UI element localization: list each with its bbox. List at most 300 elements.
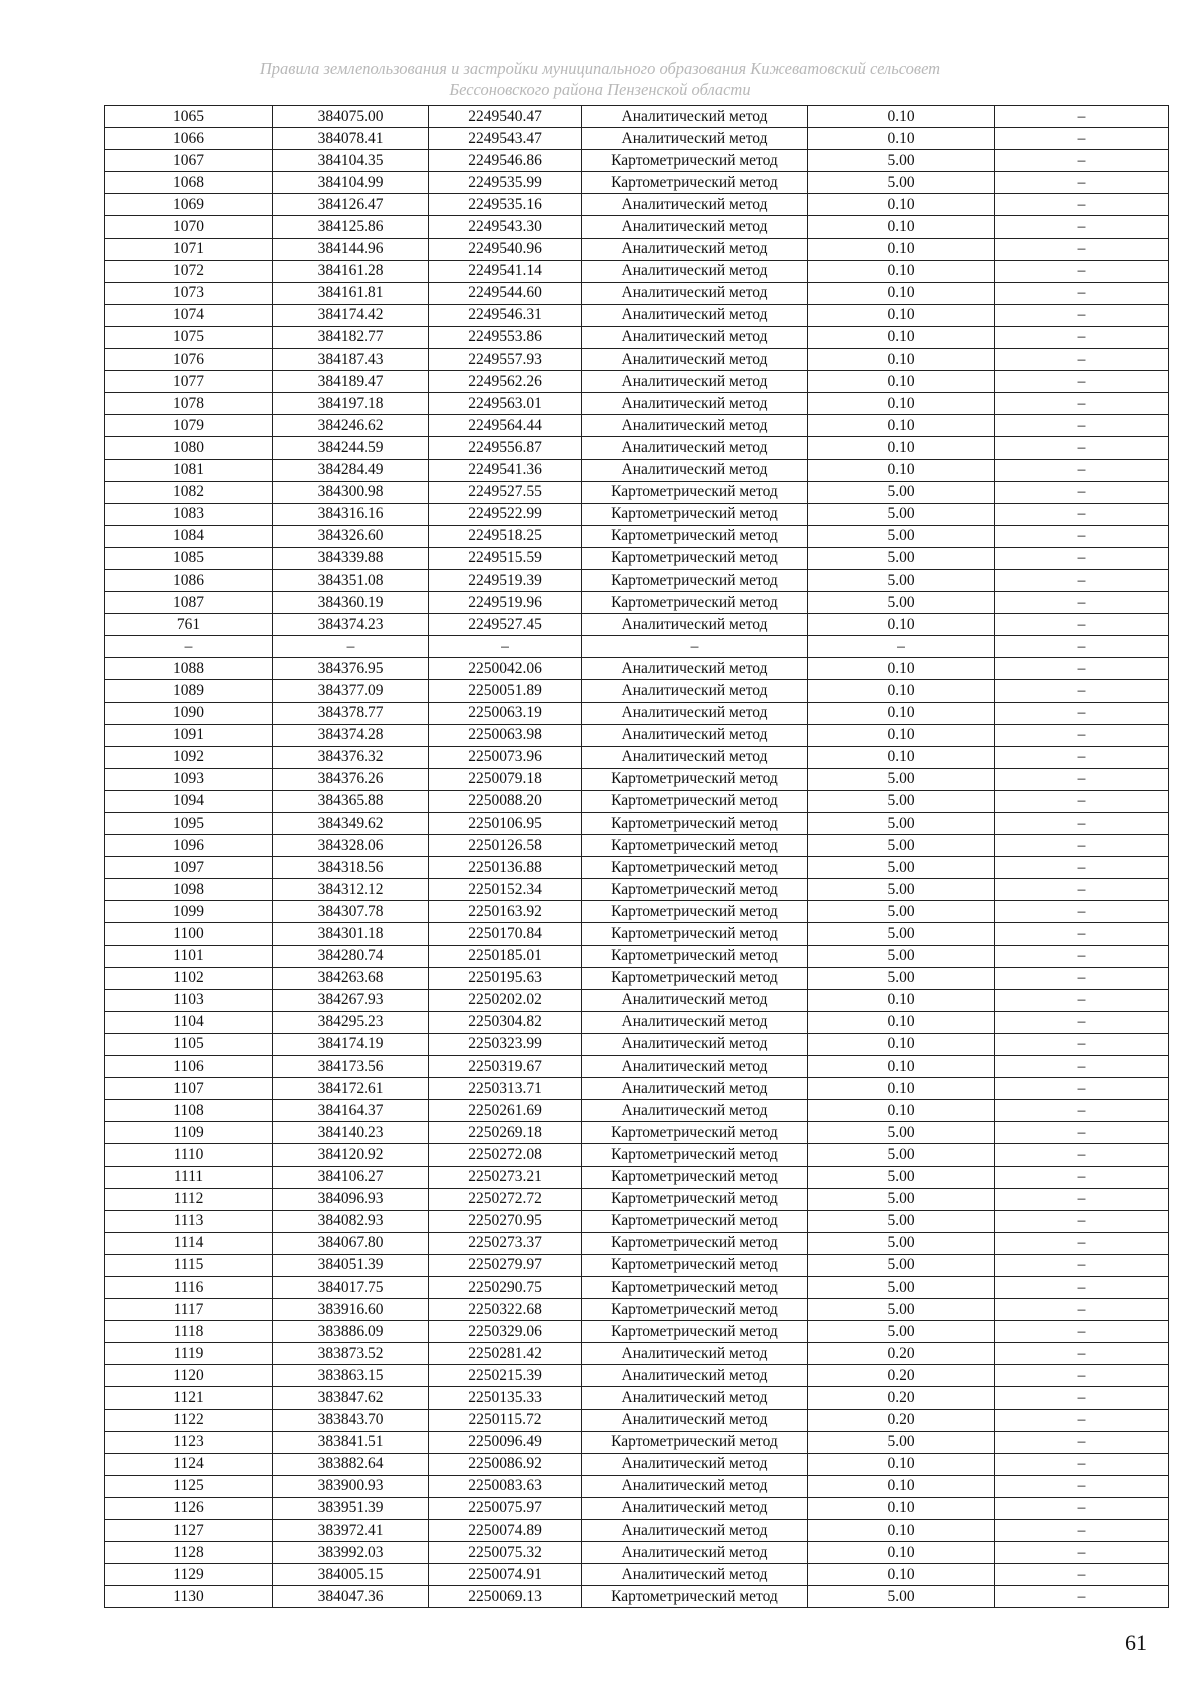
accuracy-cell: – xyxy=(808,636,995,658)
x-coordinate-cell: 384104.99 xyxy=(273,172,429,194)
x-coordinate-cell: 384075.00 xyxy=(273,106,429,128)
table-row xyxy=(105,1497,1169,1519)
point-number-cell: 1105 xyxy=(105,1033,273,1055)
method-cell: Аналитический метод xyxy=(582,459,808,481)
accuracy-cell: 0.10 xyxy=(808,238,995,260)
x-coordinate-cell: 384017.75 xyxy=(273,1276,429,1298)
point-number-cell: 1081 xyxy=(105,459,273,481)
description-cell: – xyxy=(995,1564,1169,1586)
description-cell: – xyxy=(995,945,1169,967)
accuracy-cell: 5.00 xyxy=(808,1232,995,1254)
y-coordinate-cell: 2250086.92 xyxy=(429,1453,582,1475)
y-coordinate-cell: 2250126.58 xyxy=(429,835,582,857)
x-coordinate-cell: 384173.56 xyxy=(273,1056,429,1078)
point-number-cell: 1078 xyxy=(105,393,273,415)
table-row xyxy=(105,150,1169,172)
method-cell: Картометрический метод xyxy=(582,1431,808,1453)
x-coordinate-cell: 384307.78 xyxy=(273,901,429,923)
point-number-cell: 1106 xyxy=(105,1056,273,1078)
description-cell: – xyxy=(995,967,1169,989)
accuracy-cell: 5.00 xyxy=(808,901,995,923)
y-coordinate-cell: 2250319.67 xyxy=(429,1056,582,1078)
accuracy-cell: 0.10 xyxy=(808,1011,995,1033)
point-number-cell: 1103 xyxy=(105,989,273,1011)
table-row xyxy=(105,658,1169,680)
table-row xyxy=(105,857,1169,879)
y-coordinate-cell: 2250075.32 xyxy=(429,1542,582,1564)
x-coordinate-cell: 383863.15 xyxy=(273,1365,429,1387)
method-cell: Картометрический метод xyxy=(582,503,808,525)
y-coordinate-cell: 2249543.30 xyxy=(429,216,582,238)
table-row xyxy=(105,547,1169,569)
y-coordinate-cell: 2250261.69 xyxy=(429,1100,582,1122)
point-number-cell: 1065 xyxy=(105,106,273,128)
description-cell: – xyxy=(995,282,1169,304)
x-coordinate-cell: 384078.41 xyxy=(273,128,429,150)
y-coordinate-cell: 2250115.72 xyxy=(429,1409,582,1431)
accuracy-cell: 0.10 xyxy=(808,1453,995,1475)
method-cell: Картометрический метод xyxy=(582,1144,808,1166)
x-coordinate-cell: 384126.47 xyxy=(273,194,429,216)
method-cell: Аналитический метод xyxy=(582,1365,808,1387)
point-number-cell: 1127 xyxy=(105,1520,273,1542)
description-cell: – xyxy=(995,1011,1169,1033)
table-row xyxy=(105,1453,1169,1475)
table-row xyxy=(105,945,1169,967)
method-cell: Картометрический метод xyxy=(582,1232,808,1254)
table-row xyxy=(105,1166,1169,1188)
method-cell: Картометрический метод xyxy=(582,768,808,790)
accuracy-cell: 5.00 xyxy=(808,835,995,857)
accuracy-cell: 0.10 xyxy=(808,1520,995,1542)
point-number-cell: 1086 xyxy=(105,569,273,591)
description-cell: – xyxy=(995,614,1169,636)
point-number-cell: 1111 xyxy=(105,1166,273,1188)
y-coordinate-cell: 2249518.25 xyxy=(429,525,582,547)
point-number-cell: 1099 xyxy=(105,901,273,923)
x-coordinate-cell: 384161.81 xyxy=(273,282,429,304)
method-cell: Аналитический метод xyxy=(582,106,808,128)
x-coordinate-cell: 384326.60 xyxy=(273,525,429,547)
x-coordinate-cell: 384280.74 xyxy=(273,945,429,967)
method-cell: Картометрический метод xyxy=(582,790,808,812)
method-cell: Аналитический метод xyxy=(582,1387,808,1409)
x-coordinate-cell: 384096.93 xyxy=(273,1188,429,1210)
description-cell: – xyxy=(995,1188,1169,1210)
x-coordinate-cell: 383873.52 xyxy=(273,1343,429,1365)
point-number-cell: 1075 xyxy=(105,326,273,348)
description-cell: – xyxy=(995,128,1169,150)
table-row xyxy=(105,194,1169,216)
method-cell: Картометрический метод xyxy=(582,967,808,989)
method-cell: Аналитический метод xyxy=(582,415,808,437)
y-coordinate-cell: 2250135.33 xyxy=(429,1387,582,1409)
table-row xyxy=(105,437,1169,459)
method-cell: Картометрический метод xyxy=(582,1210,808,1232)
description-cell: – xyxy=(995,1387,1169,1409)
point-number-cell: 1110 xyxy=(105,1144,273,1166)
y-coordinate-cell: 2249540.96 xyxy=(429,238,582,260)
coordinates-table xyxy=(104,105,1169,1608)
accuracy-cell: 5.00 xyxy=(808,592,995,614)
accuracy-cell: 5.00 xyxy=(808,790,995,812)
table-row xyxy=(105,1033,1169,1055)
table-row xyxy=(105,172,1169,194)
table-row xyxy=(105,282,1169,304)
accuracy-cell: 5.00 xyxy=(808,857,995,879)
accuracy-cell: 0.10 xyxy=(808,658,995,680)
point-number-cell: 1098 xyxy=(105,879,273,901)
method-cell: Картометрический метод xyxy=(582,1299,808,1321)
method-cell: Аналитический метод xyxy=(582,1056,808,1078)
table-row xyxy=(105,1232,1169,1254)
y-coordinate-cell: 2250051.89 xyxy=(429,680,582,702)
description-cell: – xyxy=(995,1232,1169,1254)
accuracy-cell: 5.00 xyxy=(808,172,995,194)
x-coordinate-cell: 384377.09 xyxy=(273,680,429,702)
description-cell: – xyxy=(995,1210,1169,1232)
y-coordinate-cell: 2250083.63 xyxy=(429,1475,582,1497)
table-row xyxy=(105,1299,1169,1321)
accuracy-cell: 0.20 xyxy=(808,1409,995,1431)
y-coordinate-cell: 2250323.99 xyxy=(429,1033,582,1055)
x-coordinate-cell: 384349.62 xyxy=(273,813,429,835)
point-number-cell: 1119 xyxy=(105,1343,273,1365)
table-row xyxy=(105,371,1169,393)
description-cell: – xyxy=(995,1586,1169,1608)
description-cell: – xyxy=(995,1431,1169,1453)
table-row xyxy=(105,1387,1169,1409)
y-coordinate-cell: 2249553.86 xyxy=(429,326,582,348)
accuracy-cell: 5.00 xyxy=(808,547,995,569)
accuracy-cell: 0.10 xyxy=(808,437,995,459)
x-coordinate-cell: 383951.39 xyxy=(273,1497,429,1519)
y-coordinate-cell: 2249535.99 xyxy=(429,172,582,194)
x-coordinate-cell: 384164.37 xyxy=(273,1100,429,1122)
y-coordinate-cell: 2249515.59 xyxy=(429,547,582,569)
table-row xyxy=(105,304,1169,326)
point-number-cell: 1104 xyxy=(105,1011,273,1033)
y-coordinate-cell: 2249564.44 xyxy=(429,415,582,437)
y-coordinate-cell: 2249522.99 xyxy=(429,503,582,525)
table-row xyxy=(105,238,1169,260)
y-coordinate-cell: 2250106.95 xyxy=(429,813,582,835)
description-cell: – xyxy=(995,1520,1169,1542)
method-cell: Картометрический метод xyxy=(582,923,808,945)
table-row xyxy=(105,128,1169,150)
point-number-cell: 1112 xyxy=(105,1188,273,1210)
method-cell: Аналитический метод xyxy=(582,724,808,746)
method-cell: Аналитический метод xyxy=(582,371,808,393)
point-number-cell: 1074 xyxy=(105,304,273,326)
x-coordinate-cell: 384067.80 xyxy=(273,1232,429,1254)
point-number-cell: 1092 xyxy=(105,746,273,768)
method-cell: Аналитический метод xyxy=(582,989,808,1011)
table-row xyxy=(105,724,1169,746)
accuracy-cell: 5.00 xyxy=(808,1188,995,1210)
point-number-cell: 1079 xyxy=(105,415,273,437)
x-coordinate-cell: 384082.93 xyxy=(273,1210,429,1232)
y-coordinate-cell: 2249556.87 xyxy=(429,437,582,459)
y-coordinate-cell: 2249527.45 xyxy=(429,614,582,636)
x-coordinate-cell: 384246.62 xyxy=(273,415,429,437)
accuracy-cell: 0.10 xyxy=(808,349,995,371)
method-cell: Аналитический метод xyxy=(582,680,808,702)
description-cell: – xyxy=(995,768,1169,790)
y-coordinate-cell: 2250202.02 xyxy=(429,989,582,1011)
method-cell: Аналитический метод xyxy=(582,1564,808,1586)
x-coordinate-cell: 383972.41 xyxy=(273,1520,429,1542)
x-coordinate-cell: – xyxy=(273,636,429,658)
x-coordinate-cell: 384005.15 xyxy=(273,1564,429,1586)
x-coordinate-cell: 384125.86 xyxy=(273,216,429,238)
x-coordinate-cell: 384144.96 xyxy=(273,238,429,260)
method-cell: Аналитический метод xyxy=(582,1343,808,1365)
method-cell: Картометрический метод xyxy=(582,1188,808,1210)
method-cell: Аналитический метод xyxy=(582,216,808,238)
description-cell: – xyxy=(995,1299,1169,1321)
description-cell: – xyxy=(995,238,1169,260)
method-cell: Аналитический метод xyxy=(582,282,808,304)
x-coordinate-cell: 383847.62 xyxy=(273,1387,429,1409)
x-coordinate-cell: 384051.39 xyxy=(273,1254,429,1276)
x-coordinate-cell: 384378.77 xyxy=(273,702,429,724)
x-coordinate-cell: 384140.23 xyxy=(273,1122,429,1144)
point-number-cell: 1084 xyxy=(105,525,273,547)
y-coordinate-cell: 2250075.97 xyxy=(429,1497,582,1519)
y-coordinate-cell: 2250195.63 xyxy=(429,967,582,989)
y-coordinate-cell: 2250152.34 xyxy=(429,879,582,901)
accuracy-cell: 5.00 xyxy=(808,1144,995,1166)
y-coordinate-cell: 2250088.20 xyxy=(429,790,582,812)
description-cell: – xyxy=(995,194,1169,216)
description-cell: – xyxy=(995,1343,1169,1365)
point-number-cell: 1095 xyxy=(105,813,273,835)
point-number-cell: 1118 xyxy=(105,1321,273,1343)
method-cell: Аналитический метод xyxy=(582,1409,808,1431)
table-row xyxy=(105,1254,1169,1276)
accuracy-cell: 0.10 xyxy=(808,304,995,326)
y-coordinate-cell: 2249544.60 xyxy=(429,282,582,304)
y-coordinate-cell: 2250281.42 xyxy=(429,1343,582,1365)
accuracy-cell: 5.00 xyxy=(808,813,995,835)
accuracy-cell: 0.20 xyxy=(808,1387,995,1409)
method-cell: Аналитический метод xyxy=(582,304,808,326)
description-cell: – xyxy=(995,857,1169,879)
description-cell: – xyxy=(995,702,1169,724)
y-coordinate-cell: 2250322.68 xyxy=(429,1299,582,1321)
method-cell: Аналитический метод xyxy=(582,260,808,282)
method-cell: Картометрический метод xyxy=(582,1254,808,1276)
method-cell: Аналитический метод xyxy=(582,1475,808,1497)
point-number-cell: 1114 xyxy=(105,1232,273,1254)
x-coordinate-cell: 384172.61 xyxy=(273,1078,429,1100)
table-row xyxy=(105,1542,1169,1564)
x-coordinate-cell: 383900.93 xyxy=(273,1475,429,1497)
y-coordinate-cell: 2249562.26 xyxy=(429,371,582,393)
y-coordinate-cell: 2250136.88 xyxy=(429,857,582,879)
x-coordinate-cell: 384244.59 xyxy=(273,437,429,459)
accuracy-cell: 0.10 xyxy=(808,989,995,1011)
point-number-cell: 1088 xyxy=(105,658,273,680)
table-row xyxy=(105,1078,1169,1100)
table-row xyxy=(105,481,1169,503)
accuracy-cell: 5.00 xyxy=(808,569,995,591)
x-coordinate-cell: 384301.18 xyxy=(273,923,429,945)
accuracy-cell: 5.00 xyxy=(808,945,995,967)
table-row xyxy=(105,1564,1169,1586)
accuracy-cell: 0.10 xyxy=(808,415,995,437)
accuracy-cell: 0.10 xyxy=(808,371,995,393)
method-cell: Картометрический метод xyxy=(582,835,808,857)
accuracy-cell: 5.00 xyxy=(808,503,995,525)
point-number-cell: 1097 xyxy=(105,857,273,879)
description-cell: – xyxy=(995,680,1169,702)
x-coordinate-cell: 384263.68 xyxy=(273,967,429,989)
y-coordinate-cell: 2249540.47 xyxy=(429,106,582,128)
table-row xyxy=(105,1475,1169,1497)
accuracy-cell: 0.10 xyxy=(808,282,995,304)
point-number-cell: 1072 xyxy=(105,260,273,282)
header-line-1: Правила землепользования и застройки муниципального образования Кижеватовский сельсовет xyxy=(259,59,941,78)
method-cell: Картометрический метод xyxy=(582,813,808,835)
point-number-cell: 1116 xyxy=(105,1276,273,1298)
accuracy-cell: 0.10 xyxy=(808,1033,995,1055)
accuracy-cell: 0.20 xyxy=(808,1343,995,1365)
point-number-cell: 1108 xyxy=(105,1100,273,1122)
description-cell: – xyxy=(995,636,1169,658)
table-row xyxy=(105,415,1169,437)
table-row xyxy=(105,989,1169,1011)
accuracy-cell: 0.10 xyxy=(808,746,995,768)
point-number-cell: 1068 xyxy=(105,172,273,194)
y-coordinate-cell: 2250272.72 xyxy=(429,1188,582,1210)
page-header xyxy=(0,58,1200,100)
y-coordinate-cell: 2249541.14 xyxy=(429,260,582,282)
point-number-cell: 1080 xyxy=(105,437,273,459)
point-number-cell: 1069 xyxy=(105,194,273,216)
x-coordinate-cell: 384376.32 xyxy=(273,746,429,768)
description-cell: – xyxy=(995,1475,1169,1497)
point-number-cell: 1115 xyxy=(105,1254,273,1276)
point-number-cell: 1107 xyxy=(105,1078,273,1100)
point-number-cell: 1073 xyxy=(105,282,273,304)
point-number-cell: 1109 xyxy=(105,1122,273,1144)
accuracy-cell: 0.10 xyxy=(808,724,995,746)
table-row xyxy=(105,813,1169,835)
y-coordinate-cell: 2250170.84 xyxy=(429,923,582,945)
table-row xyxy=(105,790,1169,812)
accuracy-cell: 0.10 xyxy=(808,614,995,636)
y-coordinate-cell: 2249557.93 xyxy=(429,349,582,371)
x-coordinate-cell: 383843.70 xyxy=(273,1409,429,1431)
description-cell: – xyxy=(995,1542,1169,1564)
description-cell: – xyxy=(995,989,1169,1011)
point-number-cell: 1102 xyxy=(105,967,273,989)
y-coordinate-cell: 2250273.21 xyxy=(429,1166,582,1188)
table-row xyxy=(105,1210,1169,1232)
description-cell: – xyxy=(995,1166,1169,1188)
method-cell: Картометрический метод xyxy=(582,1276,808,1298)
x-coordinate-cell: 384300.98 xyxy=(273,481,429,503)
table-row xyxy=(105,1321,1169,1343)
method-cell: Картометрический метод xyxy=(582,592,808,614)
y-coordinate-cell: 2250079.18 xyxy=(429,768,582,790)
x-coordinate-cell: 384316.16 xyxy=(273,503,429,525)
description-cell: – xyxy=(995,1122,1169,1144)
table-row xyxy=(105,349,1169,371)
accuracy-cell: 0.10 xyxy=(808,393,995,415)
description-cell: – xyxy=(995,879,1169,901)
point-number-cell: 1122 xyxy=(105,1409,273,1431)
y-coordinate-cell: 2250279.97 xyxy=(429,1254,582,1276)
table-row xyxy=(105,879,1169,901)
accuracy-cell: 5.00 xyxy=(808,1122,995,1144)
y-coordinate-cell: 2249519.96 xyxy=(429,592,582,614)
description-cell: – xyxy=(995,569,1169,591)
table-row xyxy=(105,835,1169,857)
point-number-cell: 1124 xyxy=(105,1453,273,1475)
description-cell: – xyxy=(995,547,1169,569)
method-cell: Аналитический метод xyxy=(582,437,808,459)
x-coordinate-cell: 384197.18 xyxy=(273,393,429,415)
table-row xyxy=(105,614,1169,636)
table-row xyxy=(105,1144,1169,1166)
description-cell: – xyxy=(995,1276,1169,1298)
method-cell: Аналитический метод xyxy=(582,1100,808,1122)
y-coordinate-cell: 2250042.06 xyxy=(429,658,582,680)
description-cell: – xyxy=(995,592,1169,614)
x-coordinate-cell: 384351.08 xyxy=(273,569,429,591)
method-cell: Картометрический метод xyxy=(582,150,808,172)
description-cell: – xyxy=(995,459,1169,481)
y-coordinate-cell: 2249519.39 xyxy=(429,569,582,591)
method-cell: Аналитический метод xyxy=(582,702,808,724)
description-cell: – xyxy=(995,1100,1169,1122)
page-number: 61 xyxy=(1125,1630,1147,1655)
method-cell: Картометрический метод xyxy=(582,945,808,967)
point-number-cell: 1066 xyxy=(105,128,273,150)
accuracy-cell: 5.00 xyxy=(808,1586,995,1608)
x-coordinate-cell: 384284.49 xyxy=(273,459,429,481)
x-coordinate-cell: 383882.64 xyxy=(273,1453,429,1475)
table-row xyxy=(105,702,1169,724)
x-coordinate-cell: 384374.28 xyxy=(273,724,429,746)
point-number-cell: 1091 xyxy=(105,724,273,746)
point-number-cell: 1089 xyxy=(105,680,273,702)
x-coordinate-cell: 384189.47 xyxy=(273,371,429,393)
accuracy-cell: 0.10 xyxy=(808,106,995,128)
y-coordinate-cell: 2250063.98 xyxy=(429,724,582,746)
table-row xyxy=(105,569,1169,591)
accuracy-cell: 5.00 xyxy=(808,879,995,901)
method-cell: Картометрический метод xyxy=(582,1166,808,1188)
description-cell: – xyxy=(995,1144,1169,1166)
point-number-cell: 1113 xyxy=(105,1210,273,1232)
accuracy-cell: 5.00 xyxy=(808,768,995,790)
accuracy-cell: 5.00 xyxy=(808,923,995,945)
description-cell: – xyxy=(995,415,1169,437)
point-number-cell: 1130 xyxy=(105,1586,273,1608)
table-row xyxy=(105,260,1169,282)
table-row xyxy=(105,106,1169,128)
accuracy-cell: 5.00 xyxy=(808,481,995,503)
table-row xyxy=(105,746,1169,768)
description-cell: – xyxy=(995,106,1169,128)
method-cell: Аналитический метод xyxy=(582,746,808,768)
method-cell: Аналитический метод xyxy=(582,238,808,260)
y-coordinate-cell: – xyxy=(429,636,582,658)
